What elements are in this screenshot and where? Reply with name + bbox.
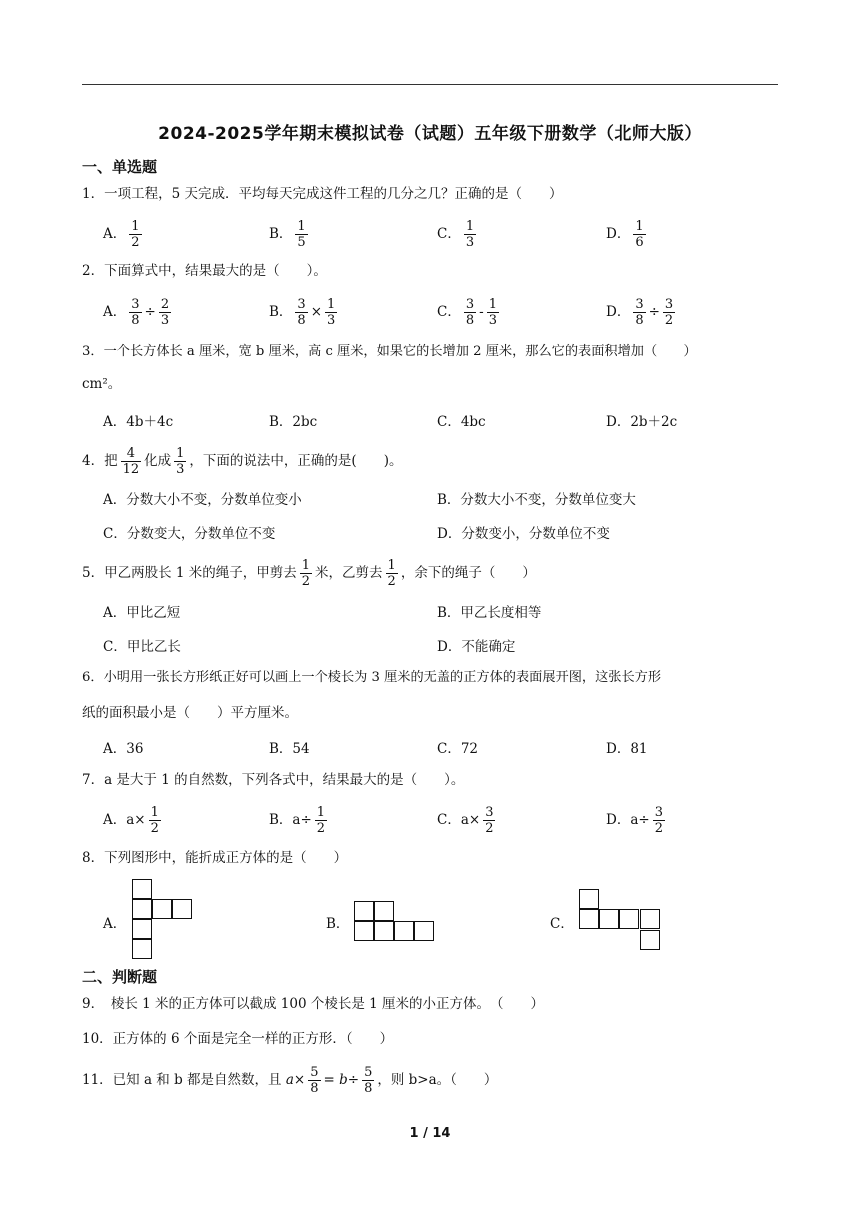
section-single-choice: 一、单选题 — [82, 158, 158, 176]
net-b-square — [414, 921, 434, 941]
q4-option-a: A．分数大小不变，分数单位变小 — [103, 492, 302, 508]
net-b-square — [374, 901, 394, 921]
q5-option-a: A．甲比乙短 — [103, 605, 181, 621]
q7-option-b: B．a÷ $\frac{1}{2}$ — [269, 805, 326, 836]
net-c-square — [640, 909, 660, 929]
q2-option-d: D． $\frac{3}{8}$ ÷ $\frac{3}{2}$ — [606, 297, 674, 328]
q8-option-c-label: C． — [550, 916, 574, 932]
q8-option-a-label: A． — [103, 916, 127, 932]
q2-option-c: C． $\frac{3}{8}$ - $\frac{1}{3}$ — [437, 297, 497, 328]
net-c-square — [619, 909, 639, 929]
q7-option-a: A．a× $\frac{1}{2}$ — [103, 805, 159, 836]
q3-option-b: B．2bc — [269, 414, 318, 430]
page-title: 2024-2025学年期末模拟试卷（试题）五年级下册数学（北师大版） — [158, 124, 702, 144]
q7-option-c: C．a× $\frac{3}{2}$ — [437, 805, 494, 836]
q1-option-b: B． $\frac{1}{5}$ — [269, 219, 306, 250]
question-6-line1: 6．小明用一张长方形纸正好可以画上一个棱长为 3 厘米的无盖的正方体的表面展开图，这张长方形 — [82, 670, 662, 685]
question-1: 1．一项工程，5 天完成．平均每天完成这件工程的几分之几？正确的是（ ） — [82, 186, 563, 202]
q3-option-c: C．4bc — [437, 414, 486, 430]
net-a-square — [172, 899, 192, 919]
net-c-square — [579, 909, 599, 929]
q5-option-b: B．甲乙长度相等 — [437, 605, 542, 621]
net-a-square — [132, 939, 152, 959]
net-a-square — [132, 919, 152, 939]
question-11: 11．已知 a 和 b 都是自然数，且 a× $\frac{5}{8}$ = b÷ $\frac{5}{8}$ ，则 b>a。（ ） — [82, 1065, 498, 1096]
net-b-square — [374, 921, 394, 941]
question-5: 5．甲乙两股长 1 米的绳子，甲剪去 $\frac{1}{2}$ 米，乙剪去 $\frac{1}{2}$ ，余下的绳子（ ） — [82, 558, 536, 589]
header-rule — [82, 84, 778, 85]
q4-option-d: D．分数变小，分数单位不变 — [437, 526, 610, 542]
q8-option-b-label: B． — [326, 916, 350, 932]
net-b-square — [354, 921, 374, 941]
question-3-line2: cm²。 — [82, 376, 122, 392]
q5-option-c: C．甲比乙长 — [103, 639, 181, 655]
q2-option-a: A． $\frac{3}{8}$ ÷ $\frac{2}{3}$ — [103, 297, 170, 328]
q1-option-a: A． $\frac{1}{2}$ — [103, 219, 140, 250]
q4-option-c: C．分数变大，分数单位不变 — [103, 526, 276, 542]
net-b-square — [354, 901, 374, 921]
q6-option-d: D．81 — [606, 741, 648, 757]
question-9: 9． 棱长 1 米的正方体可以截成 100 个棱长是 1 厘米的小正方体。 （ ） — [82, 996, 545, 1012]
question-4: 4．把 $\frac{4}{12}$ 化成 $\frac{1}{3}$ ，下面的说法中，正确的是( )。 — [82, 446, 403, 477]
question-8: 8．下列图形中，能折成正方体的是（ ） — [82, 850, 348, 866]
question-10: 10．正方体的 6 个面是完全一样的正方形．（ ） — [82, 1031, 394, 1047]
q4-option-b: B．分数大小不变，分数单位变大 — [437, 492, 636, 508]
q7-option-d: D．a÷ $\frac{3}{2}$ — [606, 805, 663, 836]
question-7: 7．a 是大于 1 的自然数，下列各式中，结果最大的是（ ）。 — [82, 772, 465, 788]
question-3-line1: 3．一个长方体长 a 厘米，宽 b 厘米，高 c 厘米，如果它的长增加 2 厘米，那么它的表面积增加（ ） — [82, 344, 697, 359]
net-a-square — [132, 879, 152, 899]
q1-option-d: D． $\frac{1}{6}$ — [606, 219, 644, 250]
q3-option-a: A．4b＋4c — [103, 414, 174, 430]
q6-option-b: B．54 — [269, 741, 310, 757]
net-a-square — [152, 899, 172, 919]
q6-option-c: C．72 — [437, 741, 479, 757]
net-c-square — [599, 909, 619, 929]
q3-option-d: D．2b＋2c — [606, 414, 678, 430]
q6-option-a: A．36 — [103, 741, 144, 757]
question-6-line2: 纸的面积最小是（ ）平方厘米。 — [82, 705, 298, 721]
q1-option-c: C． $\frac{1}{3}$ — [437, 219, 475, 250]
net-c-square — [640, 930, 660, 950]
net-a-square — [132, 899, 152, 919]
net-c-square — [579, 889, 599, 909]
q2-option-b: B． $\frac{3}{8}$ × $\frac{1}{3}$ — [269, 297, 336, 328]
q5-option-d: D．不能确定 — [437, 639, 516, 655]
net-b-square — [394, 921, 414, 941]
question-2: 2．下面算式中，结果最大的是（ ）。 — [82, 263, 327, 279]
page-number: 1 / 14 — [409, 1126, 451, 1141]
section-judge: 二、判断题 — [82, 968, 158, 986]
